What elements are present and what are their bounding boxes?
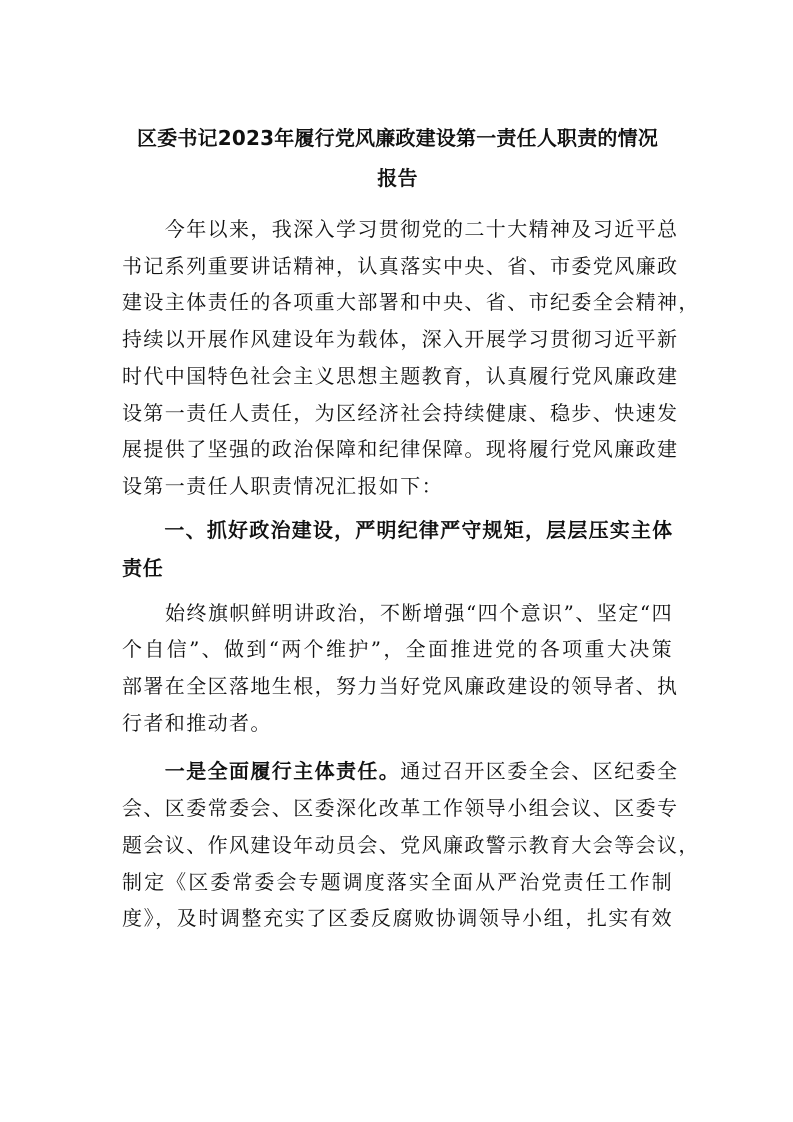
paragraph-line: 今年以来，我深入学习贯彻党的二十大精神及习近平总 [122,217,679,241]
paragraph-spacer [122,741,673,753]
heading-line: 责任 [122,555,164,580]
document-page [122,118,700,937]
paragraph-line: 设第一责任人职责情况汇报如下： [122,473,443,498]
paragraph-line: 会、区委常委会、区委深化改革工作领导小组会议、区委专 [122,796,679,821]
document-body [122,211,700,937]
paragraph-line: 行者和推动者。 [122,710,272,735]
paragraph-line [122,753,679,790]
heading-line: 一、抓好政治建设，严明纪律严守规矩，层层压实主体 [122,517,673,542]
paragraph-line: 时代中国特色社会主义思想主题教育，认真履行党风廉政建 [122,363,679,388]
paragraph-line: 度》，及时调整充实了区委反腐败协调领导小组，扎实有效 [122,906,673,931]
document-title [122,118,673,198]
paragraph-line: 部署在全区落地生根，努力当好党风廉政建设的领导者、执 [122,674,679,699]
paragraph-line: 始终旗帜鲜明讲政治，不断增强“四个意识”、坚定“四 [122,600,673,625]
intro-paragraph [122,211,700,505]
title-line: 报告 [377,166,418,190]
section-paragraph [122,595,679,742]
paragraph-line: 持续以开展作风建设年为载体，深入开展学习贯彻习近平新 [122,327,679,352]
section-heading [122,511,673,587]
paragraph-line: 题会议、作风建设年动员会、党风廉政警示教育大会等会议， [122,832,700,857]
paragraph-line: 设第一责任人责任，为区经济社会持续健康、稳步、快速发 [122,400,679,425]
point-lead: 一是全面履行主体责任。 [122,759,401,784]
paragraph-line: 展提供了坚强的政治保障和纪律保障。现将履行党风廉政建 [122,437,679,462]
paragraph-line: 建设主体责任的各项重大部署和中央、省、市纪委全会精神， [122,290,700,315]
title-line: 区委书记2023年履行党风廉政建设第一责任人职责的情况 [136,126,659,150]
paragraph-line: 制定《区委常委会专题调度落实全面从严治党责任工作制 [122,869,673,894]
point-paragraph [122,753,700,937]
paragraph-line: 个自信”、做到“两个维护”，全面推进党的各项重大决策 [122,637,673,662]
paragraph-line: 书记系列重要讲话精神，认真落实中央、省、市委党风廉政 [122,253,679,278]
point-text: 通过召开区委全会、区纪委全 [400,759,679,784]
